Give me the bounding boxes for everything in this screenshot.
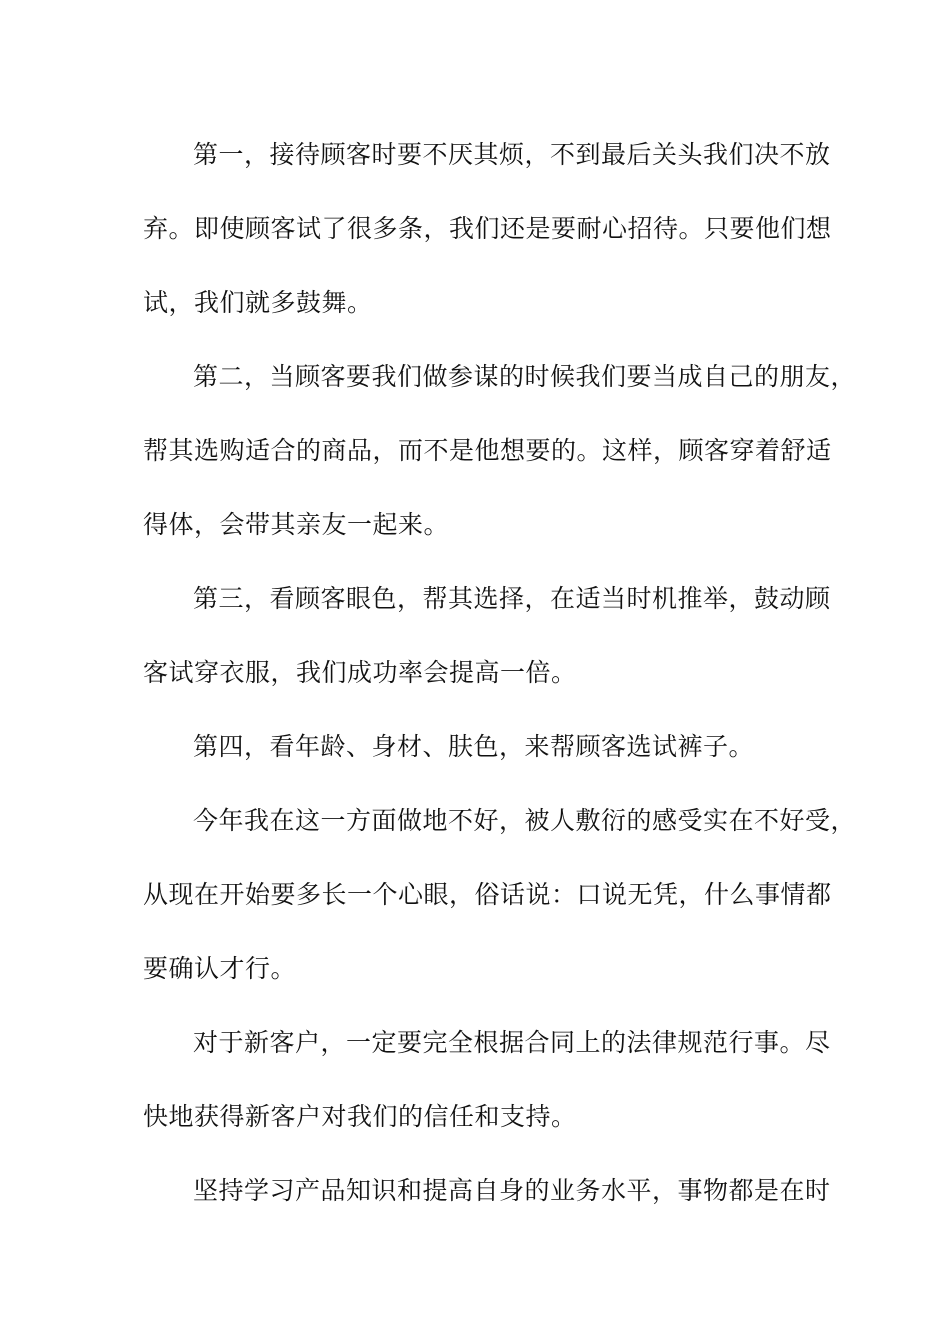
paragraph-line: 客试穿衣服，我们成功率会提高一倍。 (143, 658, 577, 687)
paragraph-1 (143, 118, 832, 340)
paragraph-line: 要确认才行。 (143, 954, 297, 983)
paragraph-line: 试，我们就多鼓舞。 (143, 288, 373, 317)
paragraph-3 (143, 562, 831, 710)
paragraph-line: 第三，看顾客眼色，帮其选择，在适当时机推举，鼓动顾 (193, 584, 831, 613)
paragraph-6 (143, 1006, 831, 1154)
paragraph-line: 弃。即使顾客试了很多条，我们还是要耐心招待。只要他们想 (143, 214, 832, 243)
paragraph-4 (143, 710, 809, 784)
paragraph-line: 第四，看年龄、身材、肤色，来帮顾客选试裤子。 (193, 732, 755, 761)
paragraph-line: 第一，接待顾客时要不厌其烦，不到最后关头我们决不放 (193, 140, 831, 169)
paragraph-line: 今年我在这一方面做地不好，被人敷衍的感受实在不好受， (193, 806, 857, 835)
paragraph-line: 对于新客户，一定要完全根据合同上的法律规范行事。尽 (193, 1028, 831, 1057)
paragraph-line: 从现在开始要多长一个心眼，俗话说：口说无凭，什么事情都 (143, 880, 832, 909)
paragraph-7 (143, 1154, 831, 1228)
paragraph-line: 帮其选购适合的商品，而不是他想要的。这样，顾客穿着舒适 (143, 436, 832, 465)
paragraph-line: 坚持学习产品知识和提高自身的业务水平，事物都是在时 (193, 1176, 831, 1205)
paragraph-2 (143, 340, 857, 562)
paragraph-line: 得体，会带其亲友一起来。 (143, 510, 450, 539)
paragraph-line: 第二，当顾客要我们做参谋的时候我们要当成自己的朋友， (193, 362, 857, 391)
document-body (143, 118, 857, 1228)
paragraph-line: 快地获得新客户对我们的信任和支持。 (143, 1102, 577, 1131)
paragraph-5 (143, 784, 857, 1006)
